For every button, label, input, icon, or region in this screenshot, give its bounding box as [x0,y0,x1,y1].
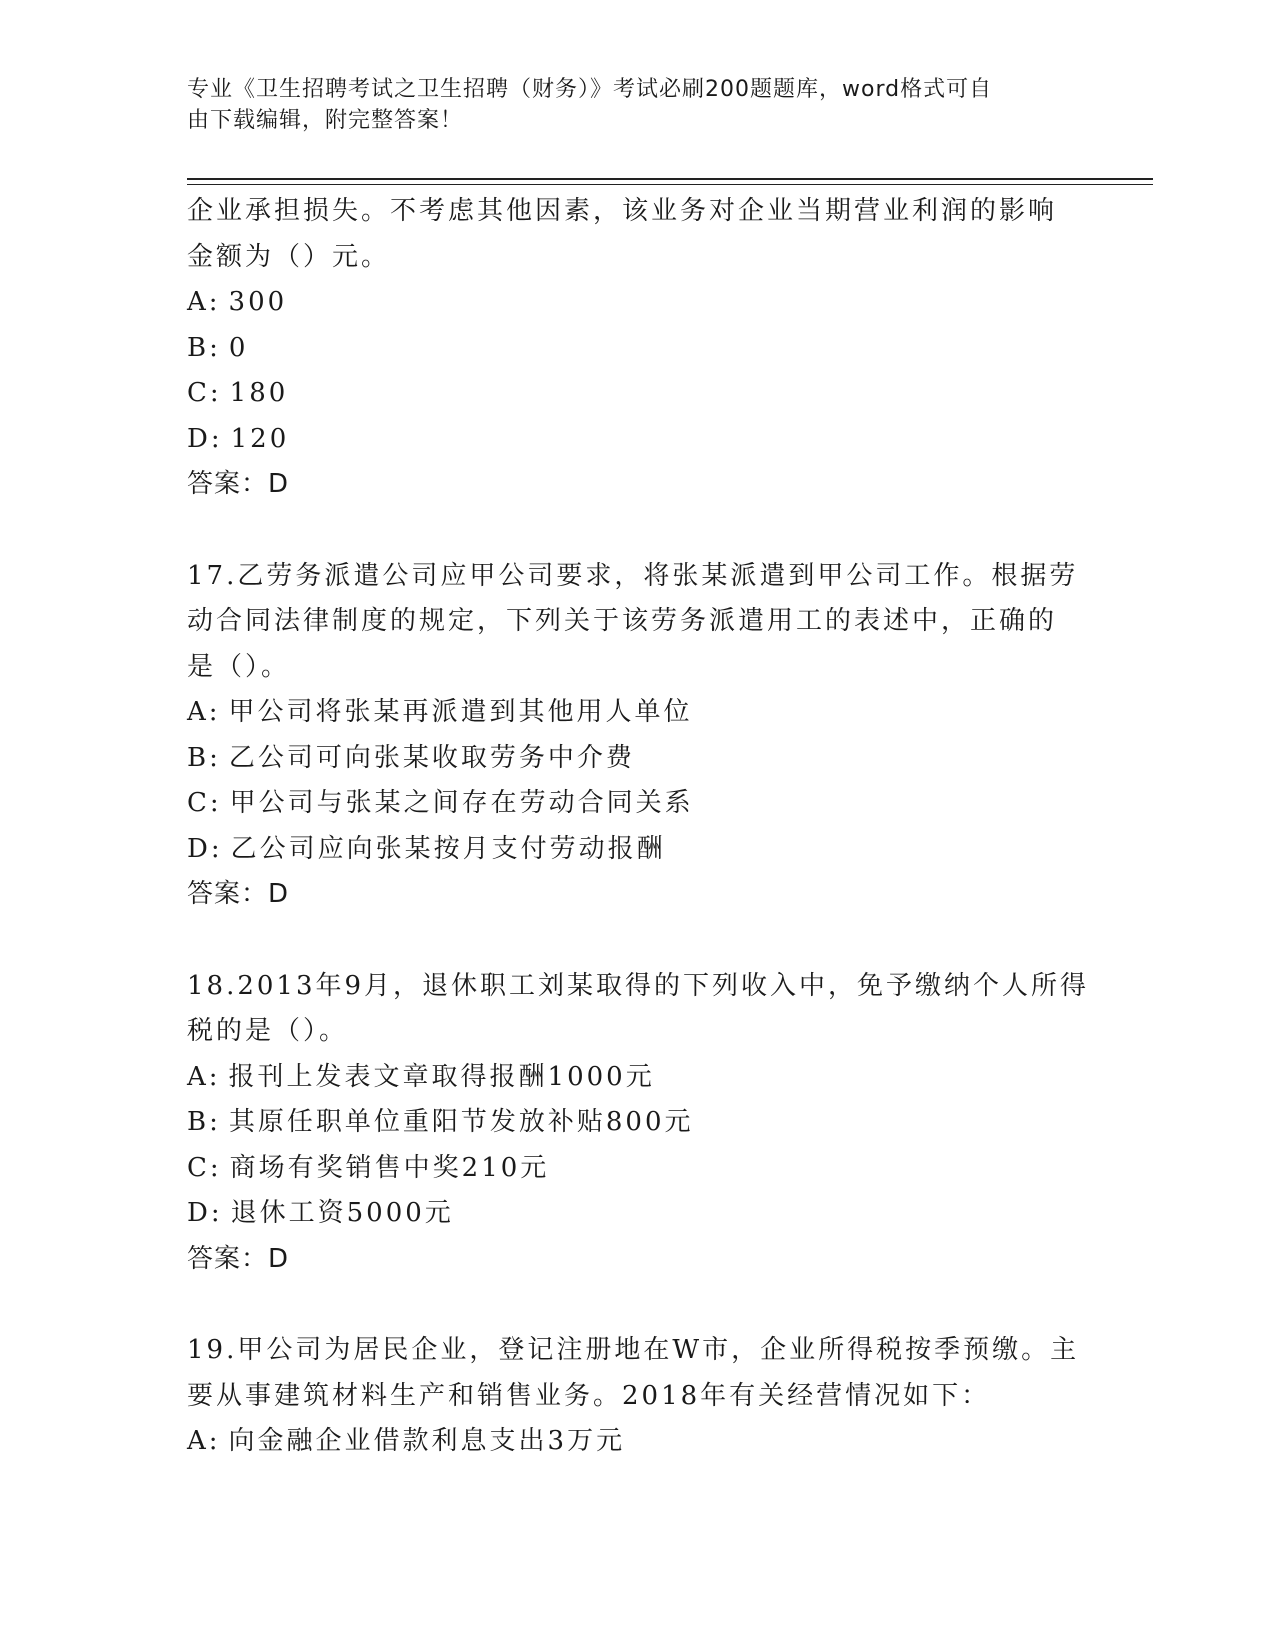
option-label: B: [187,742,221,773]
option-b [187,1100,1087,1146]
option-text: 向金融企业借款利息支出3万元 [228,1426,626,1456]
question-text-line: 19.甲公司为居民企业，登记注册地在W市，企业所得税按季预缴。主 [187,1335,1080,1365]
option-text: 退休工资5000元 [230,1198,454,1228]
question-text-line: 动合同法律制度的规定，下列关于该劳务派遣用工的表述中，正确的 [187,606,1058,636]
option-text: 甲公司与张某之间存在劳动合同关系 [229,788,694,818]
option-text: 120 [230,423,290,454]
header-line-1: 专业《卫生招聘考试之卫生招聘（财务）》考试必刷200题题库，word格式可自 [187,77,993,102]
question-16 [187,189,1087,508]
question-text-line: 金额为（）元。 [187,241,391,272]
option-text: 乙公司应向张某按月支付劳动报酬 [230,833,666,864]
option-text: 报刊上发表文章取得报酬1000元 [228,1061,655,1092]
option-label: C: [187,1152,222,1183]
option-text: 300 [228,287,288,317]
option-label: A: [187,287,221,317]
answer-line: 答案：D [187,469,290,499]
option-label: A: [187,697,221,727]
option-d [187,827,1087,873]
option-text: 乙公司可向张某收取劳务中介费 [228,742,635,773]
option-label: D: [187,1198,223,1228]
option-label: D: [187,833,223,864]
option-b [187,326,1087,372]
option-label: B: [187,332,221,363]
option-label: D: [187,423,223,454]
option-a [187,1419,1087,1465]
header-rule-thin [187,184,1153,185]
answer-line: 答案：D [187,879,290,909]
question-19 [187,1328,1087,1465]
option-c [187,1146,1087,1192]
option-label: C: [187,788,222,818]
answer-line: 答案：D [187,1243,290,1274]
option-a [187,280,1087,326]
option-text: 其原任职单位重阳节发放补贴800元 [228,1107,694,1137]
option-b [187,736,1087,782]
question-text-line: 要从事建筑材料生产和销售业务。2018年有关经营情况如下： [187,1380,991,1411]
header-line-2: 由下载编辑，附完整答案！ [187,108,464,133]
question-text-line: 是（）。 [187,651,291,682]
option-label: C: [187,378,222,408]
option-label: B: [187,1107,221,1137]
question-text-line: 17.乙劳务派遣公司应甲公司要求，将张某派遣到甲公司工作。根据劳 [187,560,1079,591]
document-header [187,74,1077,136]
option-a [187,690,1087,736]
option-d [187,417,1087,463]
option-label: A: [187,1061,221,1092]
option-text: 180 [229,378,289,408]
option-c [187,371,1087,417]
option-text: 商场有奖销售中奖210元 [229,1152,550,1183]
option-label: A: [187,1426,221,1456]
option-text: 0 [228,332,249,363]
option-d [187,1191,1087,1237]
question-18 [187,964,1090,1283]
header-rule-thick [187,178,1153,180]
question-text-line: 企业承担损失。不考虑其他因素，该业务对企业当期营业利润的影响 [187,196,1058,226]
document-body [187,189,1090,1465]
question-text-line: 税的是（）。 [187,1016,349,1046]
option-text: 甲公司将张某再派遣到其他用人单位 [228,697,693,727]
question-17 [187,554,1087,918]
option-a [187,1055,1087,1101]
question-text-line: 18.2013年9月，退休职工刘某取得的下列收入中，免予缴纳个人所得 [187,970,1090,1001]
option-c [187,781,1087,827]
